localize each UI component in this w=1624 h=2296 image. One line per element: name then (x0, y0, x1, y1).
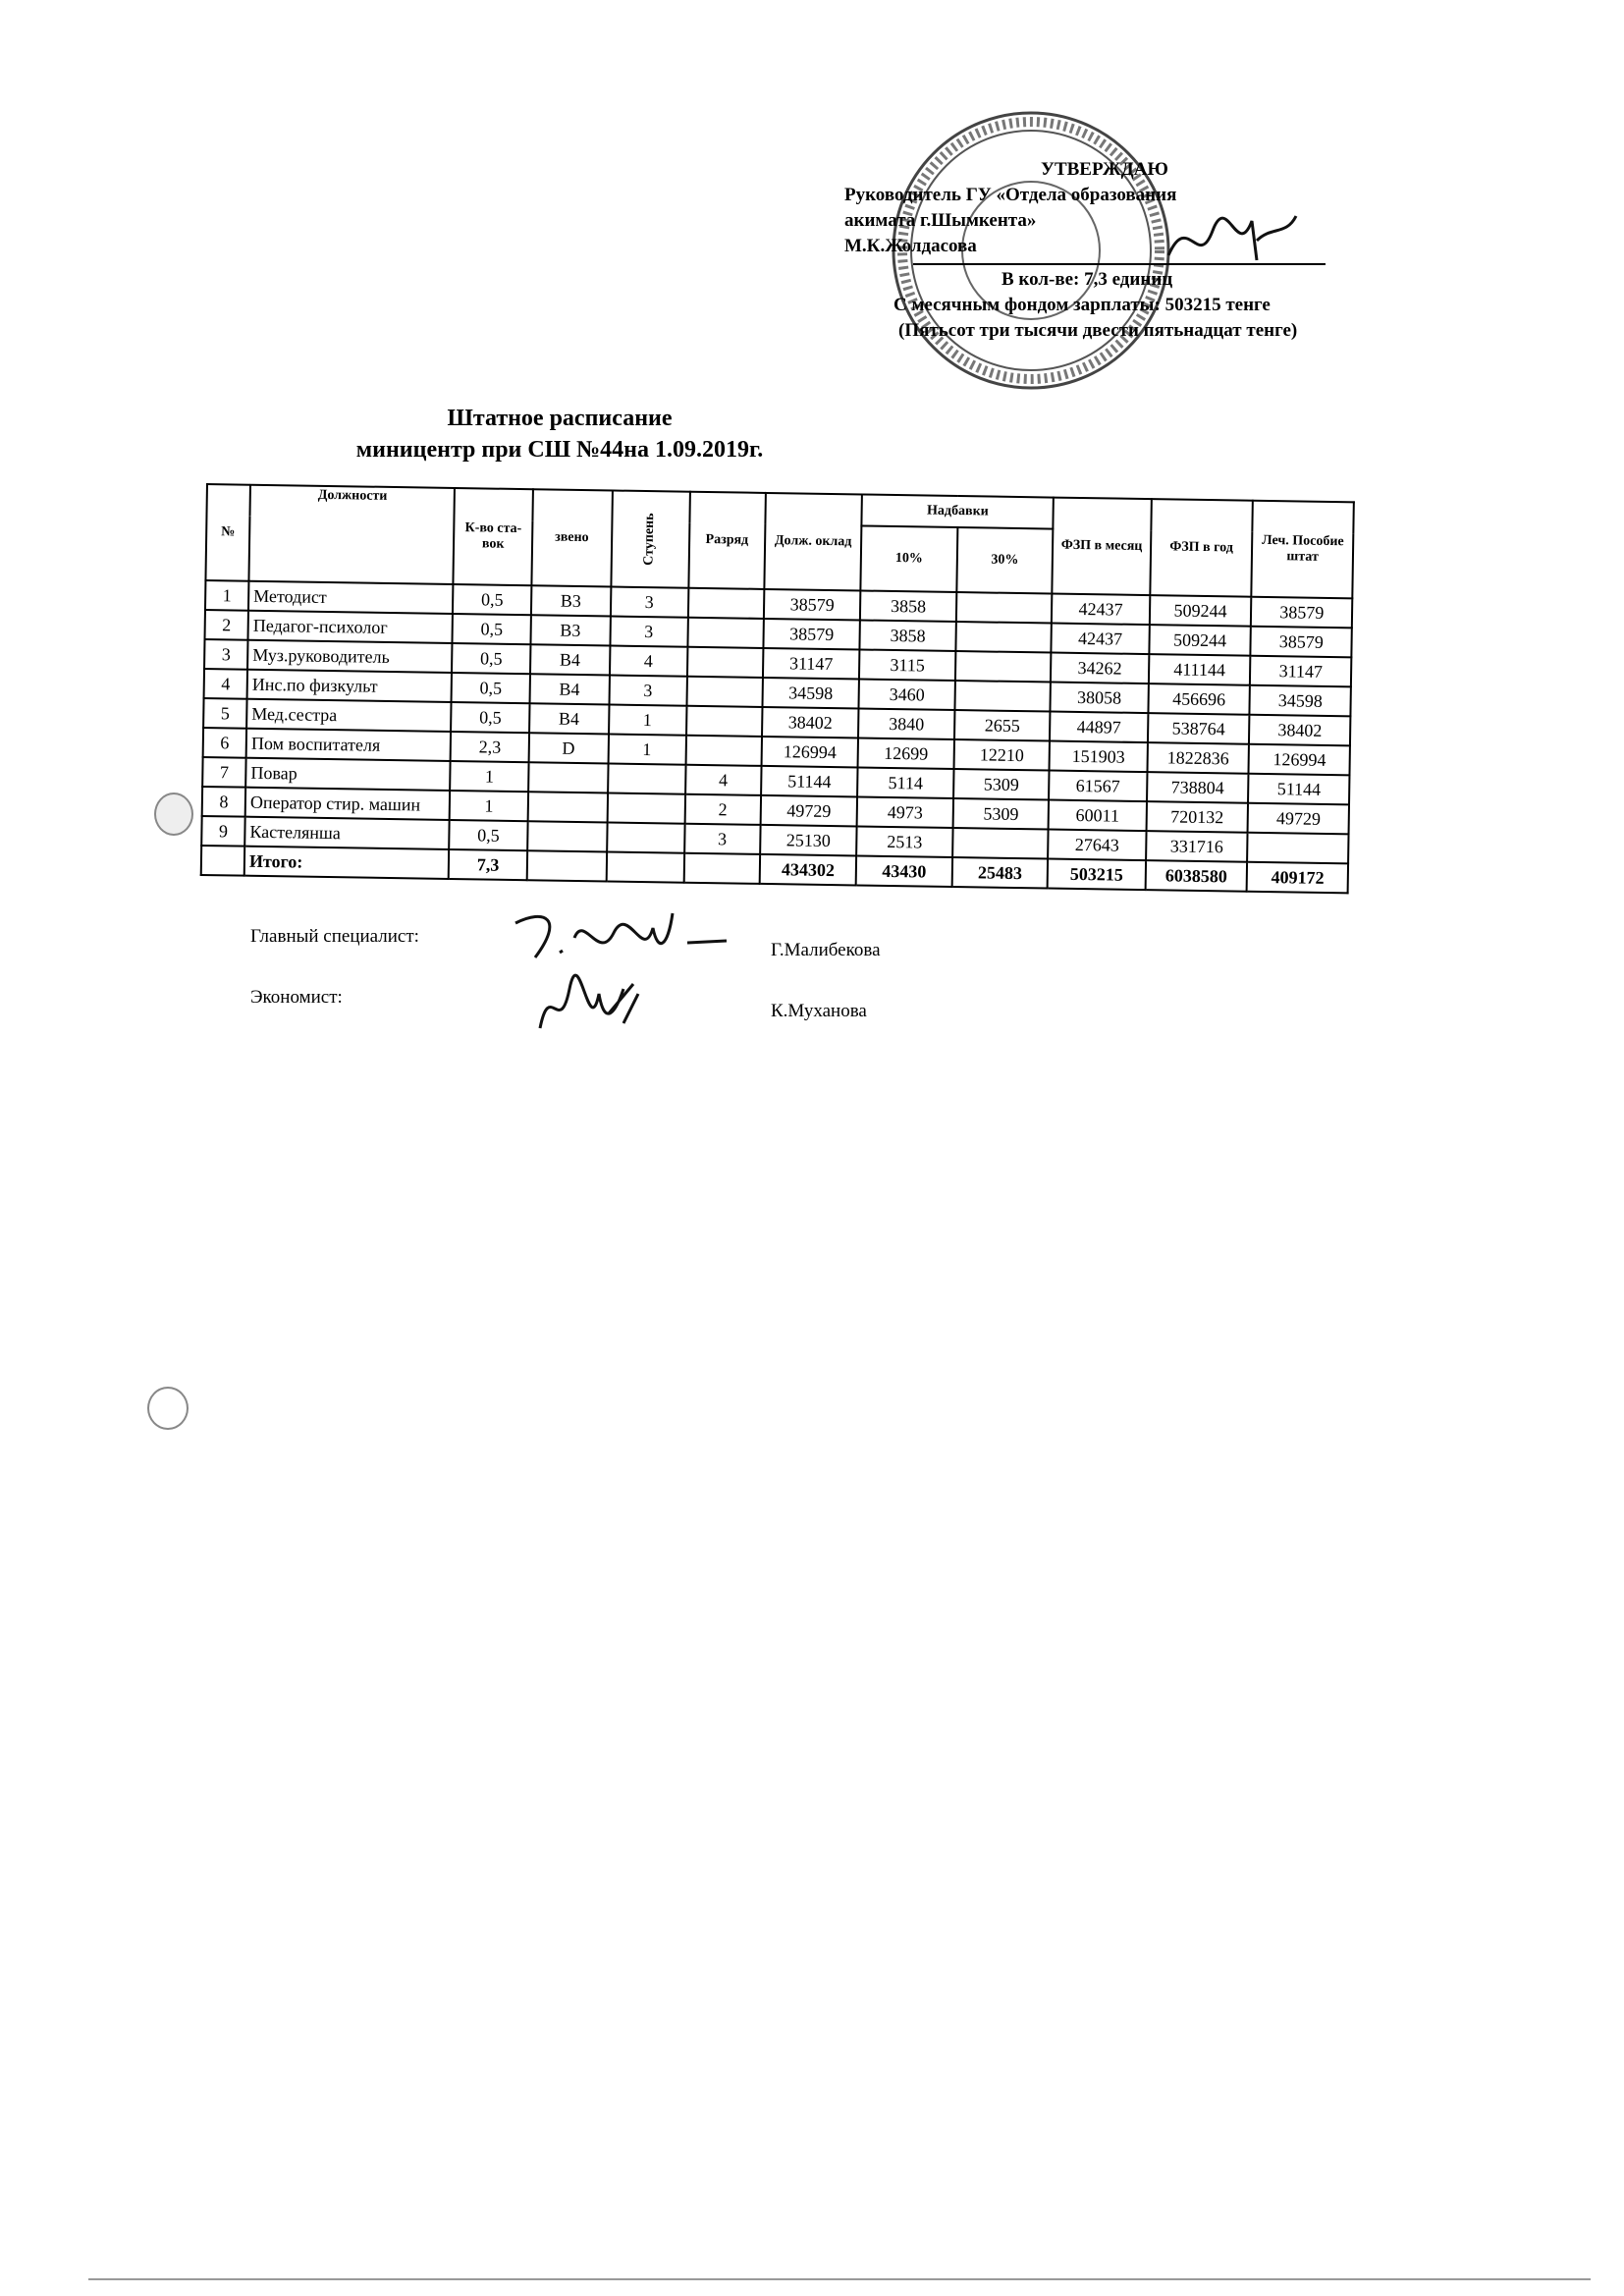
cell-fzp-year: 509244 (1149, 595, 1251, 627)
cell-rates: 0,5 (452, 643, 530, 674)
cell-salary: 25130 (760, 825, 857, 856)
cell-b10: 3858 (860, 590, 956, 622)
header-salary: Долж. оклад (764, 493, 862, 591)
cell-b10: 2513 (856, 826, 952, 857)
cell-fzp-year: 456696 (1148, 683, 1250, 715)
header-allowance: Леч. Пособие штат (1252, 501, 1354, 599)
approval-line-1: Руководитель ГУ «Отдела образования (844, 185, 1177, 205)
total-allowance: 409172 (1247, 862, 1348, 894)
hole-punch-bottom (147, 1387, 189, 1430)
cell-grade: 3 (684, 824, 761, 854)
cell-fzp-month: 60011 (1049, 800, 1147, 832)
cell-position: Муз.руководитель (247, 640, 453, 673)
header-rates: К-во ста-вок (454, 488, 533, 585)
cell-link: B4 (529, 674, 609, 704)
economist-row (250, 979, 1036, 1038)
cell-link: D (528, 733, 608, 763)
cell-allowance (1248, 833, 1349, 864)
cell-fzp-year: 538764 (1148, 713, 1250, 744)
header-fzp-year: ФЗП в год (1150, 499, 1253, 597)
header-position: Должности (249, 485, 456, 584)
approval-units: В кол-ве: 7,3 единиц (1001, 269, 1173, 290)
cell-num: 2 (205, 610, 249, 640)
cell-step: 4 (610, 645, 687, 676)
chief-specialist-name: Г.Малибекова (771, 940, 881, 960)
cell-b10: 12699 (858, 738, 954, 769)
cell-b30: 5309 (952, 798, 1049, 830)
cell-fzp-month: 151903 (1050, 741, 1148, 773)
cell-b10: 3858 (860, 620, 956, 651)
economist-signature (530, 969, 727, 1048)
cell-grade: 2 (684, 794, 761, 825)
cell-position: Педагог-психолог (248, 611, 454, 643)
cell-rates: 1 (450, 791, 528, 821)
cell-num: 4 (204, 669, 248, 699)
cell-link: B4 (529, 703, 609, 734)
header-bonus-10: 10% (861, 525, 958, 592)
cell-allowance: 38402 (1249, 715, 1350, 746)
cell-fzp-month: 38058 (1051, 683, 1149, 714)
cell-num: 9 (201, 816, 245, 847)
cell-position: Методист (248, 581, 454, 614)
cell-position: Оператор стир. машин (245, 788, 451, 820)
header-grade: Разряд (688, 492, 766, 589)
cell-fzp-month: 44897 (1050, 712, 1148, 743)
cell-fzp-month: 42437 (1052, 624, 1150, 655)
cell-link (527, 821, 607, 851)
cell-salary: 51144 (761, 766, 858, 797)
cell-allowance: 31147 (1250, 656, 1351, 687)
cell-salary: 126994 (761, 737, 858, 768)
cell-step: 1 (608, 734, 685, 764)
cell-link (527, 792, 607, 822)
cell-grade (687, 647, 764, 678)
approval-block (844, 157, 1394, 344)
approval-fund-words: (Пятьсот три тысячи двести пятьнадцат тенге) (898, 320, 1298, 341)
total-b30: 25483 (951, 857, 1048, 889)
total-link (526, 850, 606, 881)
cell-b10: 3460 (859, 679, 955, 710)
approval-line-2: акимата г.Шымкента» (844, 210, 1037, 231)
cell-step: 1 (609, 704, 686, 735)
total-fzp-month: 503215 (1048, 859, 1146, 891)
cell-salary: 31147 (763, 648, 860, 680)
hole-punch-top (154, 793, 193, 836)
signatures-block (250, 918, 1036, 1038)
cell-num: 7 (202, 757, 246, 788)
chief-specialist-label: Главный специалист: (250, 926, 419, 947)
cell-b10: 3840 (858, 708, 954, 739)
cell-step (608, 763, 685, 793)
cell-num: 8 (202, 787, 246, 817)
title-line-2: миницентр при СШ №44на 1.09.2019г. (355, 437, 764, 463)
header-link: звено (531, 489, 612, 586)
table-header-row (206, 484, 1353, 533)
cell-link: B4 (530, 644, 610, 675)
approval-fund: С месячным фондом зарплаты: 503215 тенге (893, 295, 1271, 315)
header-fzp-month: ФЗП в месяц (1053, 498, 1152, 596)
cell-b30 (952, 828, 1049, 859)
cell-position: Инс.по физкульт (247, 670, 453, 702)
cell-b30 (955, 622, 1052, 653)
cell-num: 3 (204, 639, 248, 670)
total-label: Итого: (244, 847, 450, 879)
cell-num: 6 (203, 728, 247, 758)
cell-num: 1 (205, 580, 249, 611)
cell-grade (686, 706, 763, 737)
cell-fzp-month: 34262 (1051, 653, 1149, 684)
cell-step (607, 793, 684, 823)
cell-fzp-year: 331716 (1146, 831, 1248, 862)
cell-b10: 4973 (857, 796, 953, 828)
total-fzp-year: 6038580 (1145, 860, 1247, 892)
cell-rates: 0,5 (450, 820, 528, 850)
cell-salary: 38402 (762, 707, 859, 738)
chief-specialist-signature (506, 903, 731, 972)
cell-position: Пом воспитателя (246, 729, 452, 761)
cell-b10: 5114 (857, 767, 953, 798)
cell-b30: 2655 (954, 710, 1051, 741)
header-num: № (205, 484, 250, 581)
total-num (201, 846, 245, 876)
cell-step: 3 (609, 675, 686, 705)
cell-step (607, 822, 684, 852)
cell-b30 (955, 651, 1052, 683)
cell-salary: 38579 (763, 619, 860, 650)
cell-fzp-month: 61567 (1049, 771, 1147, 802)
cell-allowance: 51144 (1248, 774, 1349, 805)
cell-b30 (954, 681, 1051, 712)
cell-allowance: 126994 (1249, 744, 1350, 776)
title-line-1: Штатное расписание (447, 406, 673, 431)
cell-fzp-year: 1822836 (1147, 742, 1249, 774)
total-rates: 7,3 (449, 849, 527, 880)
cell-fzp-year: 411144 (1148, 654, 1250, 685)
header-step-label: Ступень (641, 513, 658, 566)
cell-position: Кастелянша (244, 817, 450, 849)
scan-edge-line (88, 2278, 1591, 2280)
cell-allowance: 49729 (1248, 803, 1349, 835)
cell-allowance: 34598 (1250, 685, 1351, 717)
cell-rates: 0,5 (453, 614, 531, 644)
cell-rates: 2,3 (451, 732, 529, 762)
cell-grade (686, 677, 763, 707)
cell-rates: 0,5 (452, 673, 530, 703)
cell-rates: 0,5 (453, 584, 531, 615)
approval-line-3: М.К.Жолдасова (844, 236, 977, 256)
cell-position: Мед.сестра (246, 699, 452, 732)
cell-rates: 1 (451, 761, 529, 792)
cell-fzp-year: 738804 (1147, 772, 1249, 803)
total-step (606, 851, 683, 882)
economist-name: К.Муханова (771, 1001, 867, 1021)
cell-b30: 12210 (953, 739, 1050, 771)
cell-grade (687, 618, 764, 648)
cell-allowance: 38579 (1251, 627, 1352, 658)
document-title (324, 403, 795, 465)
cell-grade (687, 588, 764, 619)
cell-num: 5 (203, 698, 247, 729)
table-body (201, 580, 1353, 893)
header-step (611, 490, 689, 587)
cell-salary: 49729 (761, 795, 858, 827)
chief-specialist-row (250, 918, 1036, 977)
cell-link: B3 (531, 585, 611, 616)
cell-b30 (956, 592, 1053, 624)
cell-salary: 38579 (764, 589, 861, 621)
cell-b10: 3115 (859, 649, 955, 681)
header-bonus-30: 30% (956, 527, 1054, 594)
header-bonuses: Надбавки (862, 494, 1055, 528)
total-salary: 434302 (760, 854, 857, 886)
approval-title: УТВЕРЖДАЮ (1041, 159, 1168, 180)
cell-step: 3 (610, 616, 687, 646)
cell-allowance: 38579 (1251, 597, 1352, 629)
cell-link (528, 762, 608, 793)
cell-grade (685, 736, 762, 766)
total-b10: 43430 (856, 855, 952, 887)
cell-step: 3 (611, 586, 688, 617)
cell-salary: 34598 (762, 678, 859, 709)
economist-label: Экономист: (250, 987, 343, 1008)
cell-rates: 0,5 (452, 702, 530, 733)
cell-grade: 4 (685, 765, 762, 795)
cell-fzp-month: 27643 (1049, 830, 1147, 861)
director-signature (1159, 201, 1306, 280)
staff-table (200, 483, 1355, 894)
cell-fzp-year: 720132 (1146, 801, 1248, 833)
cell-fzp-year: 509244 (1149, 625, 1251, 656)
total-grade (683, 853, 760, 884)
cell-fzp-month: 42437 (1052, 594, 1150, 626)
cell-link: B3 (530, 615, 610, 645)
cell-position: Повар (245, 758, 451, 791)
cell-b30: 5309 (953, 769, 1050, 800)
